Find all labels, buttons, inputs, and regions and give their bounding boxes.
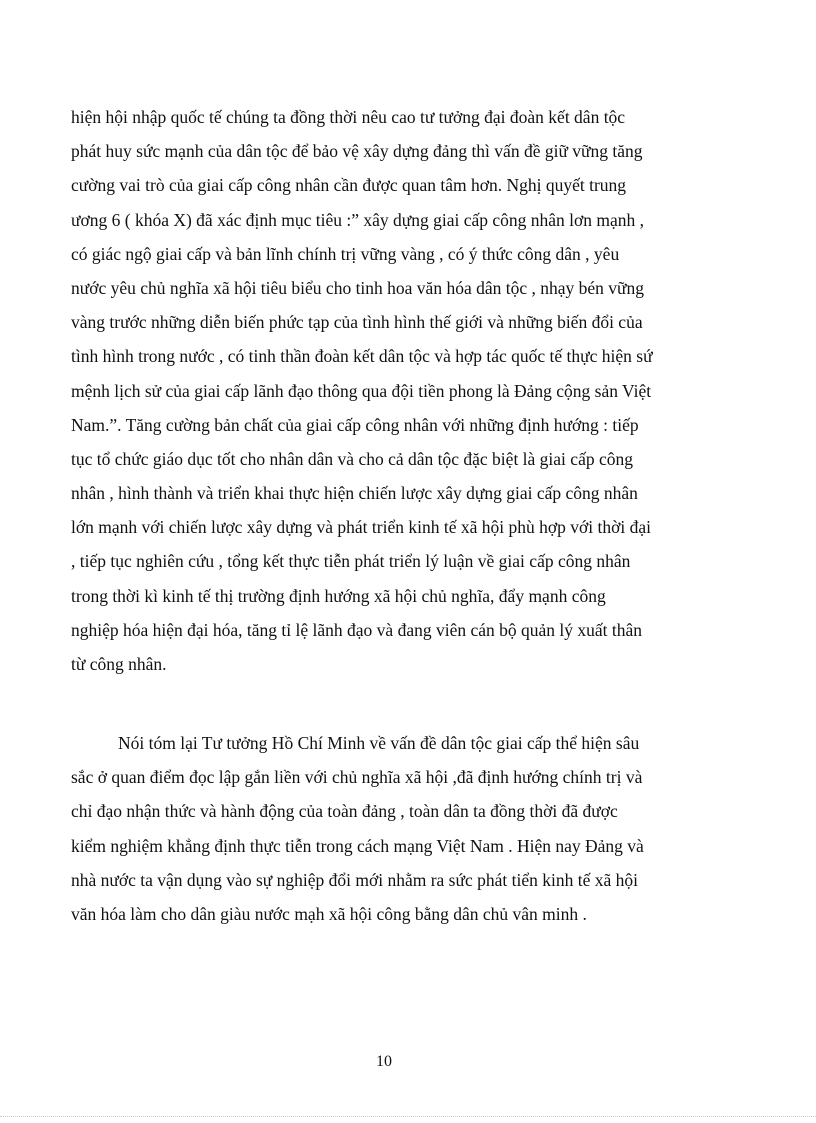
text-line: trong thời kì kinh tế thị trường định hướng xã hội chủ nghĩa, đẩy mạnh công xyxy=(71,585,606,606)
text-line: nhân , hình thành và triển khai thực hiện chiến lược xây dựng giai cấp công nhân xyxy=(71,483,638,504)
text-line: có giác ngộ giai cấp và bản lĩnh chính trị vững vàng , có ý thức công dân , yêu xyxy=(71,243,620,264)
paragraph-2 xyxy=(71,726,771,931)
text-line: cường vai trò của giai cấp công nhân cần được quan tâm hơn. Nghị quyết trung xyxy=(71,175,627,196)
paragraph-1 xyxy=(71,100,771,681)
text-line: tục tổ chức giáo dục tốt cho nhân dân và cho cả dân tộc đặc biệt là giai cấp công xyxy=(71,448,633,469)
text-line: phát huy sức mạnh của dân tộc để bảo vệ xây dựng đảng thì vấn đề giữ vững tăng xyxy=(71,141,643,162)
text-line: , tiếp tục nghiên cứu , tổng kết thực tiễn phát triển lý luận về giai cấp công nhân xyxy=(71,551,631,572)
text-line: từ công nhân. xyxy=(71,654,167,674)
text-line: vàng trước những diễn biến phức tạp của tình hình thế giới và những biến đổi của xyxy=(71,312,643,333)
page-bottom-divider xyxy=(0,1116,816,1117)
text-line: lớn mạnh với chiến lược xây dựng và phát triển kinh tế xã hội phù hợp với thời đại xyxy=(71,517,651,538)
text-line: nhà nước ta vận dụng vào sự nghiệp đổi mới nhằm ra sức phát tiển kinh tế xã hội xyxy=(71,869,638,890)
text-line: hiện hội nhập quốc tế chúng ta đồng thời nêu cao tư tưởng đại đoàn kết dân tộc xyxy=(71,107,626,127)
text-line: ương 6 ( khóa X) đã xác định mục tiêu :” xây dựng giai cấp công nhân lơn mạnh , xyxy=(71,209,645,230)
text-line: kiểm nghiệm khẳng định thực tiễn trong cách mạng Việt Nam . Hiện nay Đảng và xyxy=(71,835,644,856)
text-line: sắc ở quan điểm đọc lập gắn liền với chủ nghĩa xã hội ,đã định hướng chính trị và xyxy=(71,767,643,788)
text-line: nghiệp hóa hiện đại hóa, tăng tỉ lệ lãnh đạo và đang viên cán bộ quản lý xuất thân xyxy=(71,619,643,640)
text-line: nước yêu chủ nghĩa xã hội tiêu biểu cho tinh hoa văn hóa dân tộc , nhạy bén vững xyxy=(71,277,645,298)
text-line: mệnh lịch sử của giai cấp lãnh đạo thông qua đội tiền phong là Đảng cộng sản Việt xyxy=(71,380,652,401)
text-line: Nói tóm lại Tư tưởng Hồ Chí Minh về vấn đề dân tộc giai cấp thể hiện sâu xyxy=(118,733,640,753)
text-line: Nam.”. Tăng cường bản chất của giai cấp công nhân với những định hướng : tiếp xyxy=(71,414,639,435)
page-number: 10 xyxy=(376,1053,392,1070)
text-line: tình hình trong nước , có tinh thần đoàn kết dân tộc và hợp tác quốc tế thực hiện sứ xyxy=(71,346,653,367)
text-line: chỉ đạo nhận thức và hành động của toàn đảng , toàn dân ta đồng thời đã được xyxy=(71,801,618,822)
text-line: văn hóa làm cho dân giàu nước mạh xã hội công bằng dân chủ vân minh . xyxy=(71,903,587,924)
